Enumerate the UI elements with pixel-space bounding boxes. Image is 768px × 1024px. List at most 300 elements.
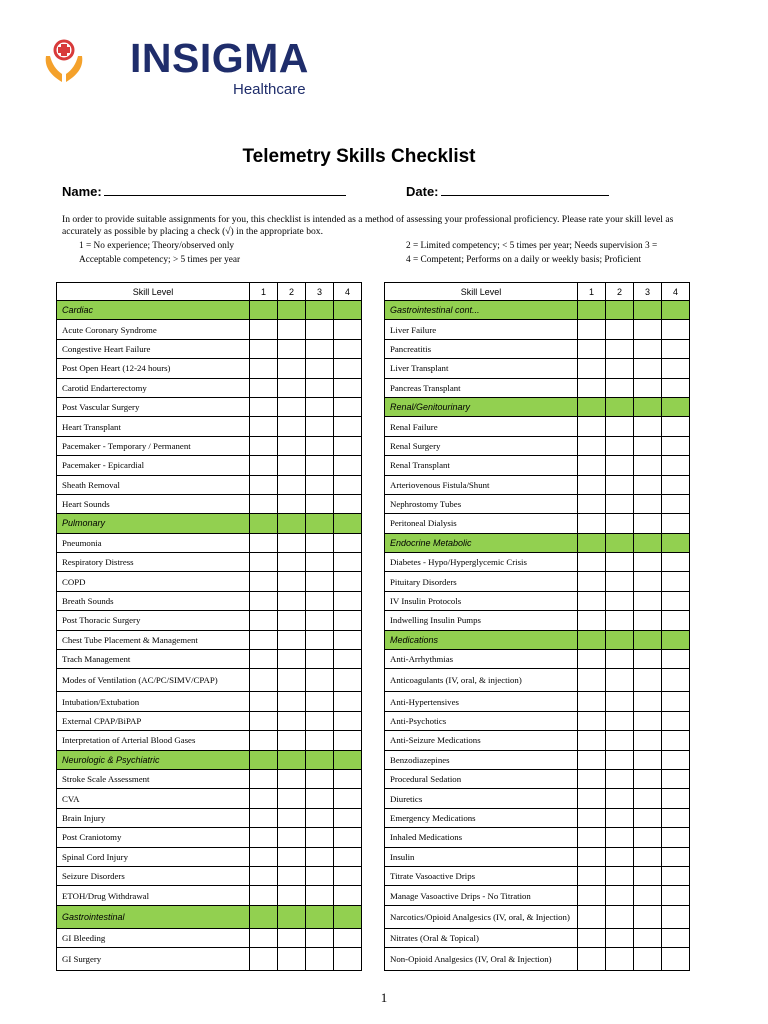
level-4-checkbox[interactable] (662, 475, 690, 494)
level-1-checkbox (578, 301, 606, 320)
level-1-checkbox[interactable] (250, 436, 278, 455)
level-3-checkbox[interactable] (634, 378, 662, 397)
level-2-header: 2 (278, 283, 306, 301)
level-1-checkbox[interactable] (578, 456, 606, 475)
level-4-checkbox[interactable] (334, 611, 362, 630)
level-2-checkbox[interactable] (278, 948, 306, 971)
level-3-checkbox[interactable] (306, 769, 334, 788)
skill-label: Pancreatitis (385, 339, 578, 358)
skill-row (57, 553, 362, 572)
skill-level-header: Skill Level (57, 283, 250, 301)
level-4-checkbox[interactable] (662, 456, 690, 475)
level-1-checkbox[interactable] (578, 808, 606, 827)
level-1-checkbox[interactable] (578, 905, 606, 928)
name-field[interactable] (62, 183, 346, 199)
level-1-checkbox[interactable] (250, 339, 278, 358)
level-4-checkbox[interactable] (334, 928, 362, 947)
level-3-checkbox[interactable] (306, 533, 334, 552)
level-1-checkbox[interactable] (578, 866, 606, 885)
level-3-checkbox[interactable] (634, 475, 662, 494)
level-4-checkbox[interactable] (662, 514, 690, 533)
level-3-checkbox (634, 630, 662, 649)
level-3-checkbox[interactable] (634, 847, 662, 866)
level-4-checkbox[interactable] (334, 320, 362, 339)
level-2-checkbox[interactable] (606, 456, 634, 475)
skill-label: Anti-Arrhythmias (385, 650, 578, 669)
level-2-checkbox[interactable] (278, 769, 306, 788)
level-4-checkbox[interactable] (334, 397, 362, 416)
level-3-checkbox[interactable] (306, 692, 334, 711)
skill-row (57, 436, 362, 455)
level-2-checkbox[interactable] (278, 456, 306, 475)
level-4-checkbox[interactable] (334, 572, 362, 591)
level-3-checkbox[interactable] (634, 611, 662, 630)
level-3-checkbox[interactable] (634, 928, 662, 947)
skill-row (57, 320, 362, 339)
level-3-checkbox[interactable] (634, 417, 662, 436)
skill-label: IV Insulin Protocols (385, 591, 578, 610)
level-3-checkbox (306, 514, 334, 533)
level-1-checkbox[interactable] (578, 611, 606, 630)
level-4-checkbox[interactable] (662, 948, 690, 971)
level-4-checkbox[interactable] (334, 948, 362, 971)
legend-level-2: 2 = Limited competency; < 5 times per year; Needs supervision 3 = (406, 241, 658, 251)
level-4-checkbox[interactable] (662, 866, 690, 885)
level-3-checkbox[interactable] (306, 475, 334, 494)
level-3-checkbox[interactable] (634, 436, 662, 455)
level-2-checkbox[interactable] (278, 320, 306, 339)
skill-row (57, 494, 362, 513)
level-3-checkbox[interactable] (306, 669, 334, 692)
level-4-checkbox[interactable] (662, 731, 690, 750)
level-3-checkbox[interactable] (634, 669, 662, 692)
level-4-checkbox[interactable] (662, 828, 690, 847)
level-2-checkbox[interactable] (606, 731, 634, 750)
level-1-checkbox[interactable] (250, 611, 278, 630)
level-1-checkbox[interactable] (578, 339, 606, 358)
level-4-checkbox[interactable] (334, 847, 362, 866)
level-1-checkbox[interactable] (250, 591, 278, 610)
level-3-checkbox[interactable] (634, 789, 662, 808)
level-1-checkbox[interactable] (578, 650, 606, 669)
level-3-checkbox[interactable] (306, 553, 334, 572)
level-1-checkbox[interactable] (578, 948, 606, 971)
level-1-checkbox[interactable] (250, 789, 278, 808)
level-4-checkbox[interactable] (334, 630, 362, 649)
skill-label: GI Surgery (57, 948, 250, 971)
level-4-checkbox[interactable] (662, 692, 690, 711)
level-3-checkbox[interactable] (306, 808, 334, 827)
level-1-checkbox[interactable] (578, 494, 606, 513)
level-2-checkbox[interactable] (606, 886, 634, 905)
level-4-checkbox[interactable] (334, 828, 362, 847)
level-4-checkbox[interactable] (662, 611, 690, 630)
skill-label: Inhaled Medications (385, 828, 578, 847)
level-2-checkbox[interactable] (278, 886, 306, 905)
level-1-checkbox[interactable] (250, 359, 278, 378)
level-2-checkbox[interactable] (606, 692, 634, 711)
level-3-checkbox[interactable] (306, 591, 334, 610)
level-3-checkbox[interactable] (306, 359, 334, 378)
level-1-checkbox[interactable] (578, 475, 606, 494)
level-1-checkbox[interactable] (250, 397, 278, 416)
level-3-checkbox[interactable] (306, 494, 334, 513)
level-3-checkbox[interactable] (634, 591, 662, 610)
level-4-checkbox[interactable] (334, 711, 362, 730)
skill-row (57, 847, 362, 866)
level-2-checkbox[interactable] (278, 731, 306, 750)
level-2-checkbox[interactable] (606, 553, 634, 572)
level-3-checkbox (634, 397, 662, 416)
level-4-checkbox[interactable] (662, 359, 690, 378)
date-field[interactable] (406, 183, 609, 199)
level-1-checkbox[interactable] (578, 692, 606, 711)
level-2-checkbox[interactable] (606, 611, 634, 630)
name-input-line[interactable] (104, 183, 346, 196)
level-2-checkbox[interactable] (606, 769, 634, 788)
skill-label: Sheath Removal (57, 475, 250, 494)
skill-label: Manage Vasoactive Drips - No Titration (385, 886, 578, 905)
level-1-checkbox[interactable] (578, 711, 606, 730)
level-3-checkbox[interactable] (306, 886, 334, 905)
skill-label: Nitrates (Oral & Topical) (385, 928, 578, 947)
level-3-checkbox[interactable] (634, 711, 662, 730)
level-3-checkbox[interactable] (634, 769, 662, 788)
level-4-checkbox[interactable] (334, 731, 362, 750)
level-3-checkbox[interactable] (306, 611, 334, 630)
skill-row (385, 847, 690, 866)
level-2-checkbox[interactable] (606, 847, 634, 866)
level-2-checkbox[interactable] (606, 650, 634, 669)
level-4-checkbox[interactable] (662, 905, 690, 928)
level-4-checkbox[interactable] (662, 650, 690, 669)
level-2-checkbox[interactable] (606, 514, 634, 533)
level-4-checkbox[interactable] (334, 591, 362, 610)
level-1-checkbox[interactable] (250, 320, 278, 339)
level-3-checkbox[interactable] (634, 494, 662, 513)
level-2-checkbox[interactable] (606, 948, 634, 971)
level-3-checkbox[interactable] (306, 789, 334, 808)
level-3-checkbox[interactable] (634, 320, 662, 339)
level-3-checkbox[interactable] (634, 339, 662, 358)
level-2-checkbox[interactable] (278, 650, 306, 669)
level-3-checkbox[interactable] (634, 514, 662, 533)
level-4-checkbox[interactable] (662, 750, 690, 769)
level-3-checkbox[interactable] (634, 456, 662, 475)
level-1-checkbox[interactable] (578, 514, 606, 533)
level-3-checkbox[interactable] (306, 456, 334, 475)
level-3-checkbox[interactable] (634, 905, 662, 928)
level-1-checkbox[interactable] (250, 769, 278, 788)
level-3-checkbox[interactable] (306, 711, 334, 730)
skill-row (385, 475, 690, 494)
level-4-checkbox[interactable] (334, 692, 362, 711)
level-4-checkbox[interactable] (334, 378, 362, 397)
skill-row (385, 669, 690, 692)
level-2-checkbox[interactable] (606, 905, 634, 928)
level-1-checkbox[interactable] (578, 847, 606, 866)
level-3-checkbox[interactable] (306, 436, 334, 455)
level-3-checkbox[interactable] (306, 847, 334, 866)
level-3-checkbox[interactable] (306, 828, 334, 847)
level-3-checkbox[interactable] (306, 572, 334, 591)
level-2-checkbox[interactable] (278, 591, 306, 610)
skill-row (57, 533, 362, 552)
level-4-checkbox[interactable] (662, 320, 690, 339)
level-2-checkbox[interactable] (278, 572, 306, 591)
level-4-checkbox[interactable] (662, 847, 690, 866)
level-3-checkbox[interactable] (306, 866, 334, 885)
level-1-checkbox[interactable] (578, 359, 606, 378)
skill-label: Narcotics/Opioid Analgesics (IV, oral, & Injection) (385, 905, 578, 928)
level-2-checkbox[interactable] (278, 397, 306, 416)
level-2-checkbox[interactable] (278, 475, 306, 494)
level-1-checkbox[interactable] (250, 866, 278, 885)
level-1-checkbox[interactable] (250, 886, 278, 905)
level-2-checkbox[interactable] (606, 711, 634, 730)
level-2-checkbox[interactable] (278, 630, 306, 649)
level-2-checkbox[interactable] (606, 320, 634, 339)
level-1-checkbox[interactable] (250, 928, 278, 947)
level-4-checkbox[interactable] (662, 928, 690, 947)
section-row (57, 750, 362, 769)
level-2-checkbox[interactable] (278, 808, 306, 827)
level-1-checkbox[interactable] (578, 886, 606, 905)
level-2-checkbox[interactable] (278, 789, 306, 808)
level-1-checkbox[interactable] (578, 928, 606, 947)
level-1-checkbox[interactable] (250, 948, 278, 971)
level-4-checkbox (334, 514, 362, 533)
level-1-checkbox[interactable] (250, 533, 278, 552)
skill-row (57, 650, 362, 669)
skill-row (385, 417, 690, 436)
level-1-checkbox[interactable] (250, 828, 278, 847)
level-2-checkbox[interactable] (606, 866, 634, 885)
level-3-checkbox[interactable] (306, 948, 334, 971)
level-2-checkbox[interactable] (278, 339, 306, 358)
level-1-checkbox (250, 750, 278, 769)
level-4-checkbox[interactable] (662, 669, 690, 692)
level-1-checkbox[interactable] (578, 750, 606, 769)
level-2-checkbox[interactable] (606, 591, 634, 610)
level-1-checkbox[interactable] (578, 591, 606, 610)
level-4-checkbox[interactable] (334, 359, 362, 378)
level-2-checkbox[interactable] (606, 828, 634, 847)
level-3-checkbox[interactable] (634, 553, 662, 572)
level-4-checkbox[interactable] (334, 866, 362, 885)
level-2-checkbox[interactable] (278, 359, 306, 378)
level-4-checkbox[interactable] (334, 669, 362, 692)
level-4-checkbox[interactable] (662, 378, 690, 397)
level-4-checkbox[interactable] (662, 769, 690, 788)
level-2-checkbox[interactable] (606, 339, 634, 358)
level-4-checkbox[interactable] (662, 572, 690, 591)
skill-row (57, 397, 362, 416)
level-3-checkbox[interactable] (634, 572, 662, 591)
section-row (57, 301, 362, 320)
level-1-checkbox[interactable] (578, 828, 606, 847)
level-4-checkbox[interactable] (662, 436, 690, 455)
level-1-checkbox[interactable] (250, 669, 278, 692)
level-2-checkbox[interactable] (606, 669, 634, 692)
level-3-checkbox[interactable] (306, 928, 334, 947)
level-1-checkbox[interactable] (578, 553, 606, 572)
level-2-checkbox[interactable] (606, 808, 634, 827)
level-1-checkbox[interactable] (578, 378, 606, 397)
level-4-checkbox[interactable] (662, 789, 690, 808)
level-3-checkbox[interactable] (306, 731, 334, 750)
level-2-checkbox[interactable] (606, 928, 634, 947)
level-3-checkbox[interactable] (634, 750, 662, 769)
level-1-checkbox[interactable] (250, 692, 278, 711)
level-2-checkbox[interactable] (278, 533, 306, 552)
date-input-line[interactable] (441, 183, 609, 196)
level-1-checkbox[interactable] (578, 769, 606, 788)
level-4-checkbox[interactable] (334, 553, 362, 572)
skill-row (57, 378, 362, 397)
level-4-checkbox[interactable] (334, 533, 362, 552)
level-3-checkbox[interactable] (306, 378, 334, 397)
level-1-checkbox[interactable] (578, 669, 606, 692)
level-2-checkbox[interactable] (278, 417, 306, 436)
level-4-checkbox[interactable] (662, 591, 690, 610)
level-1-checkbox[interactable] (250, 378, 278, 397)
level-4-checkbox[interactable] (662, 886, 690, 905)
level-1-checkbox[interactable] (578, 436, 606, 455)
skill-label: Carotid Endarterectomy (57, 378, 250, 397)
level-2-checkbox[interactable] (278, 611, 306, 630)
skill-label: Post Thoracic Surgery (57, 611, 250, 630)
skill-row (385, 948, 690, 971)
level-4-checkbox[interactable] (334, 436, 362, 455)
level-2-checkbox[interactable] (606, 378, 634, 397)
level-4-checkbox[interactable] (662, 808, 690, 827)
level-4-checkbox[interactable] (334, 456, 362, 475)
level-2-checkbox[interactable] (278, 553, 306, 572)
level-3-checkbox[interactable] (306, 630, 334, 649)
level-2-checkbox[interactable] (278, 866, 306, 885)
level-2-checkbox[interactable] (606, 359, 634, 378)
level-4-checkbox[interactable] (334, 417, 362, 436)
level-1-checkbox[interactable] (250, 475, 278, 494)
level-2-checkbox[interactable] (278, 828, 306, 847)
level-3-checkbox[interactable] (634, 650, 662, 669)
level-2-checkbox[interactable] (278, 494, 306, 513)
level-4-checkbox[interactable] (334, 650, 362, 669)
level-3-checkbox[interactable] (634, 359, 662, 378)
skill-row (57, 611, 362, 630)
skill-label: Post Craniotomy (57, 828, 250, 847)
level-1-checkbox[interactable] (250, 456, 278, 475)
level-2-checkbox[interactable] (606, 417, 634, 436)
level-2-checkbox[interactable] (606, 789, 634, 808)
skill-row (385, 320, 690, 339)
level-4-checkbox[interactable] (334, 339, 362, 358)
level-4-checkbox[interactable] (334, 769, 362, 788)
level-4-checkbox[interactable] (662, 339, 690, 358)
level-2-checkbox[interactable] (278, 692, 306, 711)
skill-row (385, 339, 690, 358)
skill-row (57, 769, 362, 788)
level-2-checkbox[interactable] (606, 494, 634, 513)
level-1-checkbox[interactable] (250, 553, 278, 572)
level-1-checkbox[interactable] (250, 731, 278, 750)
level-1-checkbox[interactable] (578, 417, 606, 436)
level-3-checkbox[interactable] (306, 339, 334, 358)
level-1-checkbox[interactable] (578, 731, 606, 750)
level-1-checkbox[interactable] (250, 572, 278, 591)
level-3-checkbox[interactable] (634, 731, 662, 750)
level-3-checkbox[interactable] (634, 692, 662, 711)
level-3-checkbox (306, 750, 334, 769)
level-4-checkbox[interactable] (662, 494, 690, 513)
level-2-checkbox[interactable] (278, 669, 306, 692)
skill-label: Pneumonia (57, 533, 250, 552)
level-2-checkbox[interactable] (278, 436, 306, 455)
level-1-checkbox[interactable] (250, 494, 278, 513)
level-3-checkbox (634, 301, 662, 320)
level-2-checkbox[interactable] (606, 436, 634, 455)
level-3-checkbox[interactable] (634, 948, 662, 971)
level-3-checkbox[interactable] (306, 650, 334, 669)
level-3-checkbox[interactable] (306, 320, 334, 339)
level-1-checkbox[interactable] (578, 789, 606, 808)
level-3-checkbox[interactable] (634, 866, 662, 885)
level-4-checkbox[interactable] (662, 553, 690, 572)
section-row (57, 514, 362, 533)
level-2-checkbox[interactable] (278, 847, 306, 866)
skill-row (57, 828, 362, 847)
level-4-checkbox[interactable] (334, 808, 362, 827)
level-2-checkbox[interactable] (606, 475, 634, 494)
level-3-checkbox[interactable] (306, 397, 334, 416)
level-1-checkbox[interactable] (250, 417, 278, 436)
level-4-checkbox[interactable] (334, 475, 362, 494)
level-2-checkbox (606, 533, 634, 552)
level-1-checkbox[interactable] (578, 572, 606, 591)
level-2-checkbox[interactable] (606, 750, 634, 769)
skill-row (57, 572, 362, 591)
level-4-checkbox[interactable] (662, 417, 690, 436)
skill-label: Chest Tube Placement & Management (57, 630, 250, 649)
level-1-checkbox[interactable] (250, 808, 278, 827)
level-1-checkbox[interactable] (250, 650, 278, 669)
level-1-checkbox[interactable] (578, 320, 606, 339)
level-1-checkbox[interactable] (250, 630, 278, 649)
skill-row (385, 611, 690, 630)
level-4-checkbox[interactable] (334, 886, 362, 905)
level-4-checkbox[interactable] (662, 711, 690, 730)
level-2-header: 2 (606, 283, 634, 301)
level-2-checkbox[interactable] (606, 572, 634, 591)
level-2-checkbox (278, 514, 306, 533)
level-3-checkbox[interactable] (634, 828, 662, 847)
level-4-checkbox[interactable] (334, 494, 362, 513)
level-1-checkbox[interactable] (250, 847, 278, 866)
level-2-checkbox[interactable] (278, 711, 306, 730)
level-3-checkbox[interactable] (634, 808, 662, 827)
level-2-checkbox[interactable] (278, 928, 306, 947)
skill-row (385, 456, 690, 475)
level-4-checkbox[interactable] (334, 789, 362, 808)
level-3-checkbox[interactable] (306, 417, 334, 436)
date-label: Date: (406, 184, 439, 199)
level-1-checkbox[interactable] (250, 711, 278, 730)
level-3-checkbox[interactable] (634, 886, 662, 905)
level-2-checkbox[interactable] (278, 378, 306, 397)
skill-row (385, 553, 690, 572)
level-1-checkbox (578, 533, 606, 552)
